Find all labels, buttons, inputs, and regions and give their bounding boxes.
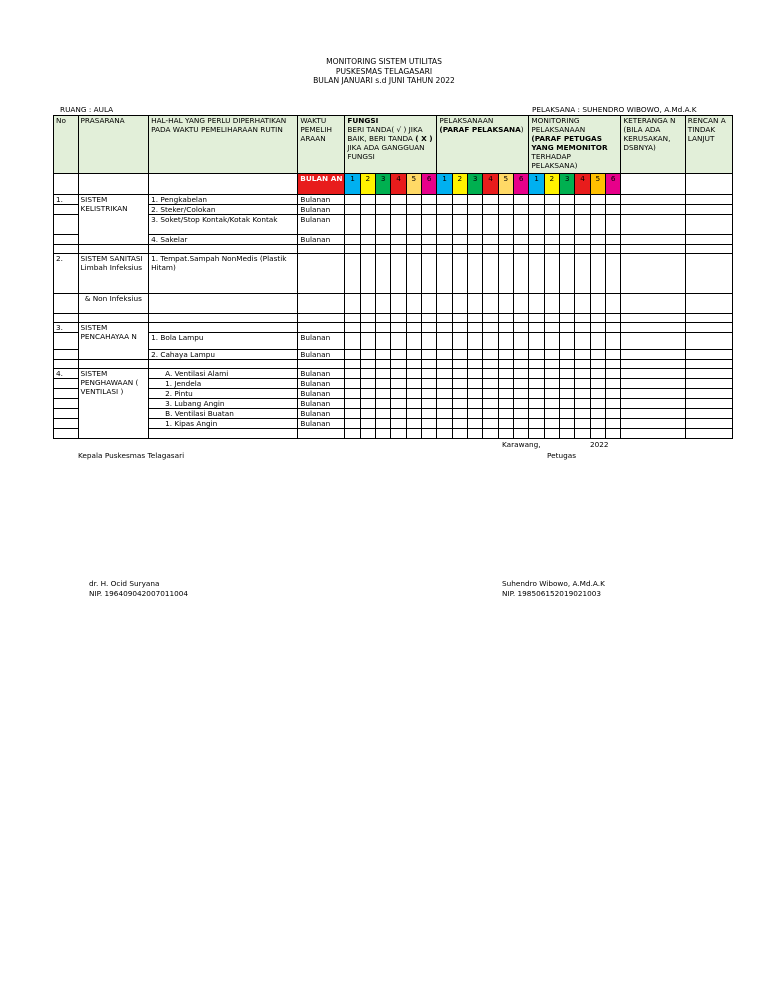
table-row [54, 409, 733, 419]
month-4: 4 [391, 174, 406, 195]
row-item: 2. Cahaya Lampu [149, 350, 298, 360]
row-item: 3. Lubang Angin [149, 399, 298, 409]
row-prasarana: SISTEM PENGHAWAAN ( VENTILASI ) [78, 369, 149, 439]
table-row [54, 369, 733, 379]
row-waktu: Bulanan [298, 389, 345, 399]
row-item: 1. Pengkabelan [149, 195, 298, 205]
month-5: 5 [498, 174, 513, 195]
row-no: 4. [54, 369, 79, 379]
ruang-label: RUANG : AULA [60, 105, 114, 114]
row-item: 1. Tempat.Sampah NonMedis (Plastik Hitam) [149, 254, 298, 294]
row-no: 2. [54, 254, 79, 294]
monitoring-a: MONITORING PELAKSANAAN [531, 116, 586, 134]
pelaksana-label: PELAKSANA : SUHENDRO WIBOWO, A.Md.A.K [532, 105, 697, 114]
table-row [54, 195, 733, 205]
month-5: 5 [406, 174, 421, 195]
petugas-nip: NIP. 198506152019021003 [502, 589, 602, 598]
kepala-nama: dr. H. Ocid Suryana [89, 579, 160, 588]
row-waktu: Bulanan [298, 195, 345, 205]
month-5: 5 [590, 174, 605, 195]
month-1: 1 [437, 174, 452, 195]
month-2: 2 [452, 174, 467, 195]
table-header-row [54, 116, 733, 174]
row-waktu: Bulanan [298, 205, 345, 215]
row-prasarana: SISTEM SANITASI Limbah Infeksius [78, 254, 149, 294]
row-waktu: Bulanan [298, 235, 345, 245]
row-waktu: Bulanan [298, 369, 345, 379]
spacer-row [54, 360, 733, 369]
month-1: 1 [345, 174, 360, 195]
spacer-row [54, 429, 733, 439]
row-prasarana-2: & Non Infeksius [78, 294, 149, 314]
table-row [54, 215, 733, 235]
row-waktu: Bulanan [298, 409, 345, 419]
header-monitoring [529, 116, 621, 174]
bulanan-label: BULAN AN [298, 174, 345, 195]
month-2: 2 [360, 174, 375, 195]
month-1: 1 [529, 174, 544, 195]
row-item: 4. Sakelar [149, 235, 298, 245]
table-row [54, 294, 733, 314]
row-item: 2. Steker/Colokan [149, 205, 298, 215]
row-prasarana: SISTEM PENCAHAYAA N [78, 323, 149, 360]
pelaksanaan-a: PELAKSANAAN [439, 116, 494, 125]
month-3: 3 [376, 174, 391, 195]
month-6: 6 [514, 174, 529, 195]
table-row [54, 379, 733, 389]
table-row [54, 350, 733, 360]
row-no: 3. [54, 323, 79, 333]
row-item: 2. Pintu [149, 389, 298, 399]
header-waktu: WAKTU PEMELIH ARAAN [298, 116, 345, 174]
pelaksanaan-c: ) [520, 125, 524, 134]
petugas-label: Petugas [547, 451, 577, 460]
header-prasarana: PRASARANA [78, 116, 149, 174]
table-row [54, 323, 733, 333]
row-item: 1. Jendela [149, 379, 298, 389]
table-row [54, 333, 733, 350]
row-waktu: Bulanan [298, 333, 345, 350]
fungsi-bold: FUNGSI [347, 116, 379, 125]
row-waktu: Bulanan [298, 419, 345, 429]
row-item: A. Ventilasi Alami [149, 369, 298, 379]
table-row [54, 419, 733, 429]
fungsi-x: ( X ) [415, 134, 433, 143]
fungsi-text-b: JIKA ADA GANGGUAN FUNGSI [347, 143, 425, 161]
header-keterangan: KETERANGA N (BILA ADA KERUSAKAN, DSBNYA) [621, 116, 685, 174]
table-row [54, 235, 733, 245]
header-hal: HAL-HAL YANG PERLU DIPERHATIKAN PADA WAKTU PEMELIHARAAN RUTIN [149, 116, 298, 174]
tahun-label: 2022 [590, 440, 609, 449]
row-item: 1. Bola Lampu [149, 333, 298, 350]
row-waktu: Bulanan [298, 215, 345, 235]
table-row [54, 254, 733, 294]
month-3: 3 [468, 174, 483, 195]
petugas-nama: Suhendro Wibowo, A.Md.A.K [502, 579, 605, 588]
spacer-row [54, 245, 733, 254]
row-item: B. Ventilasi Buatan [149, 409, 298, 419]
monitoring-table [53, 115, 733, 439]
header-pelaksanaan [437, 116, 529, 174]
pelaksanaan-b: (PARAF PELAKSANA [439, 125, 521, 134]
fungsi-text-a: BERI TANDA( √ ) JIKA BAIK, BERI TANDA [347, 125, 423, 143]
doc-title [0, 57, 768, 86]
month-6: 6 [422, 174, 437, 195]
spacer-row [54, 314, 733, 323]
header-no: No [54, 116, 79, 174]
monitoring-c: TERHADAP PELAKSANA) [531, 152, 578, 170]
monitoring-b: (PARAF PETUGAS YANG MEMONITOR [531, 134, 608, 152]
table-row [54, 205, 733, 215]
row-prasarana: SISTEM KELISTRIKAN [78, 195, 149, 245]
month-2: 2 [544, 174, 559, 195]
row-no: 1. [54, 195, 79, 205]
row-waktu: Bulanan [298, 350, 345, 360]
month-6: 6 [606, 174, 621, 195]
table-row [54, 389, 733, 399]
kepala-nip: NIP. 196409042007011004 [89, 589, 189, 598]
row-waktu: Bulanan [298, 379, 345, 389]
kepala-label: Kepala Puskesmas Telagasari [78, 451, 185, 460]
title-line-3: BULAN JANUARI s.d JUNI TAHUN 2022 [313, 76, 455, 85]
month-3: 3 [560, 174, 575, 195]
table-row [54, 399, 733, 409]
row-item: 3. Soket/Stop Kontak/Kotak Kontak [149, 215, 298, 235]
month-4: 4 [575, 174, 590, 195]
month-row [54, 174, 733, 195]
month-4: 4 [483, 174, 498, 195]
title-line-1: MONITORING SISTEM UTILITAS [326, 57, 442, 66]
karawang-label: Karawang, [502, 440, 541, 449]
header-rencana: RENCAN A TINDAK LANJUT [685, 116, 732, 174]
header-fungsi [345, 116, 437, 174]
title-line-2: PUSKESMAS TELAGASARI [335, 66, 433, 76]
row-waktu: Bulanan [298, 399, 345, 409]
row-item: 1. Kipas Angin [149, 419, 298, 429]
